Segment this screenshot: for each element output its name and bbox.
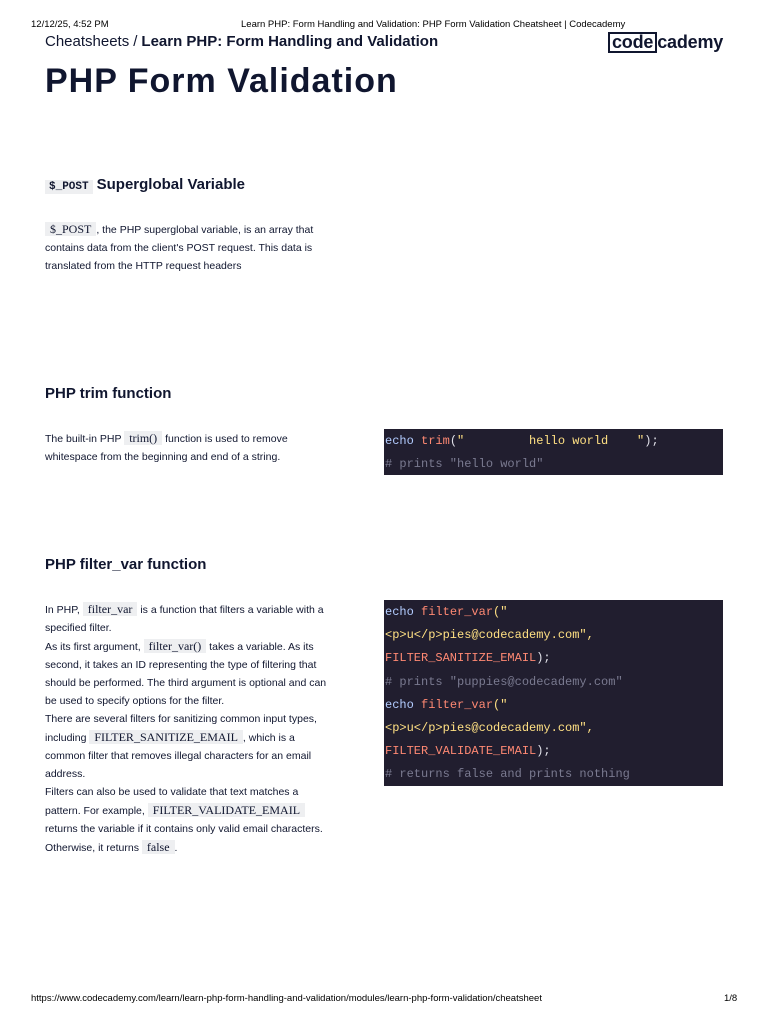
code-punctuation: ); [536,744,551,759]
code-function: filter_var [421,697,494,712]
post-description [45,220,335,275]
trim-text-after: function is used to remove whitespace from the beginning and end of a string. [45,433,288,463]
text: takes a variable. As its second, it takes an ID representing the type of filtering that should be performed. The third argument is optional and can be used to specify options for the filter. [45,641,327,707]
code-function: filter_var [421,605,494,619]
code-keyword: echo [385,605,414,619]
trim-code-term: trim() [124,431,162,445]
filter-var-paragraph-3 [45,710,335,783]
print-header [0,19,768,33]
text: In PHP, [45,604,83,616]
code-constant: FILTER_SANITIZE_EMAIL [385,651,537,666]
code-string: <p>u</p>pies@codecademy.com", [385,628,594,643]
code-string: <p>u</p>pies@codecademy.com", [385,720,594,735]
heading-code-post: $_POST [45,180,93,194]
code-comment: # prints "puppies@codecademy.com" [385,674,623,689]
code-comment: # returns false and prints nothing [385,767,630,782]
text: As its first argument, [45,641,144,653]
code-punctuation: ); [644,434,659,448]
section-heading-trim: PHP trim function [45,385,172,402]
print-url: https://www.codecademy.com/learn/learn-php-form-handling-and-validation/modules/learn-php-form-validation/cheatsheet [31,993,542,1004]
inline-code: filter_var [83,602,138,616]
code-punctuation: ); [536,651,551,666]
inline-code: FILTER_VALIDATE_EMAIL [148,803,305,817]
filter-var-paragraph-1 [45,600,335,637]
print-date: 12/12/25, 4:52 PM [31,19,109,30]
inline-code: FILTER_SANITIZE_EMAIL [89,730,243,744]
breadcrumb [45,32,438,52]
trim-text-before: The built-in PHP [45,433,125,445]
code-line [385,647,723,670]
text: returns the variable if it contains only valid email characters. Otherwise, it returns [45,823,323,854]
heading-text-post: Superglobal Variable [96,176,245,193]
code-keyword: echo [385,434,414,448]
trim-code-block[interactable] [384,429,723,475]
code-string: (" [493,697,508,712]
print-page-number: 1/8 [724,993,738,1004]
code-line [385,694,723,717]
text: is a function that filters a variable with a specified filter. [45,604,324,634]
filter-var-code-block[interactable] [384,600,723,786]
code-line [385,601,723,624]
trim-description [45,429,335,466]
logo-text: cademy [657,32,724,52]
filter-var-paragraph-4 [45,783,335,857]
filter-var-paragraph-2 [45,637,335,710]
filter-var-description [45,600,335,857]
section-heading-filter-var: PHP filter_var function [45,556,207,573]
text: There are several filters for sanitizing common input types, including [45,713,317,744]
code-constant: FILTER_VALIDATE_EMAIL [385,744,537,759]
code-string: (" [493,605,508,619]
inline-code: filter_var() [144,639,207,653]
post-text: , the PHP superglobal variable, is an array that contains data from the client's POST request. This data is translated from the HTTP request headers [45,224,314,272]
logo-boxed-text: code [608,32,657,53]
text: Filters can also be used to validate that text matches a pattern. For example, [45,786,299,817]
breadcrumb-cheatsheets-link[interactable]: Cheatsheets [45,33,130,50]
post-code-term: $_POST [45,222,96,236]
text: . [174,842,178,854]
code-line [385,430,723,453]
text: , which is a common filter that removes illegal characters for an email address. [45,732,312,780]
code-line [385,740,723,763]
code-function: trim [421,434,450,448]
code-punctuation: ( [449,434,458,448]
code-keyword: echo [385,697,414,712]
print-title: Learn PHP: Form Handling and Validation: PHP Form Validation Cheatsheet | Codecademy [241,19,626,30]
breadcrumb-course-link[interactable]: Learn PHP: Form Handling and Validation [141,33,439,50]
code-comment: # prints "hello world" [385,457,544,472]
codecademy-logo[interactable] [608,32,723,54]
section-heading-post [45,175,245,197]
page-title: PHP Form Validation [45,62,398,100]
inline-code: false [142,840,175,854]
breadcrumb-separator: / [133,33,138,50]
code-string: " hello world " [457,434,645,448]
